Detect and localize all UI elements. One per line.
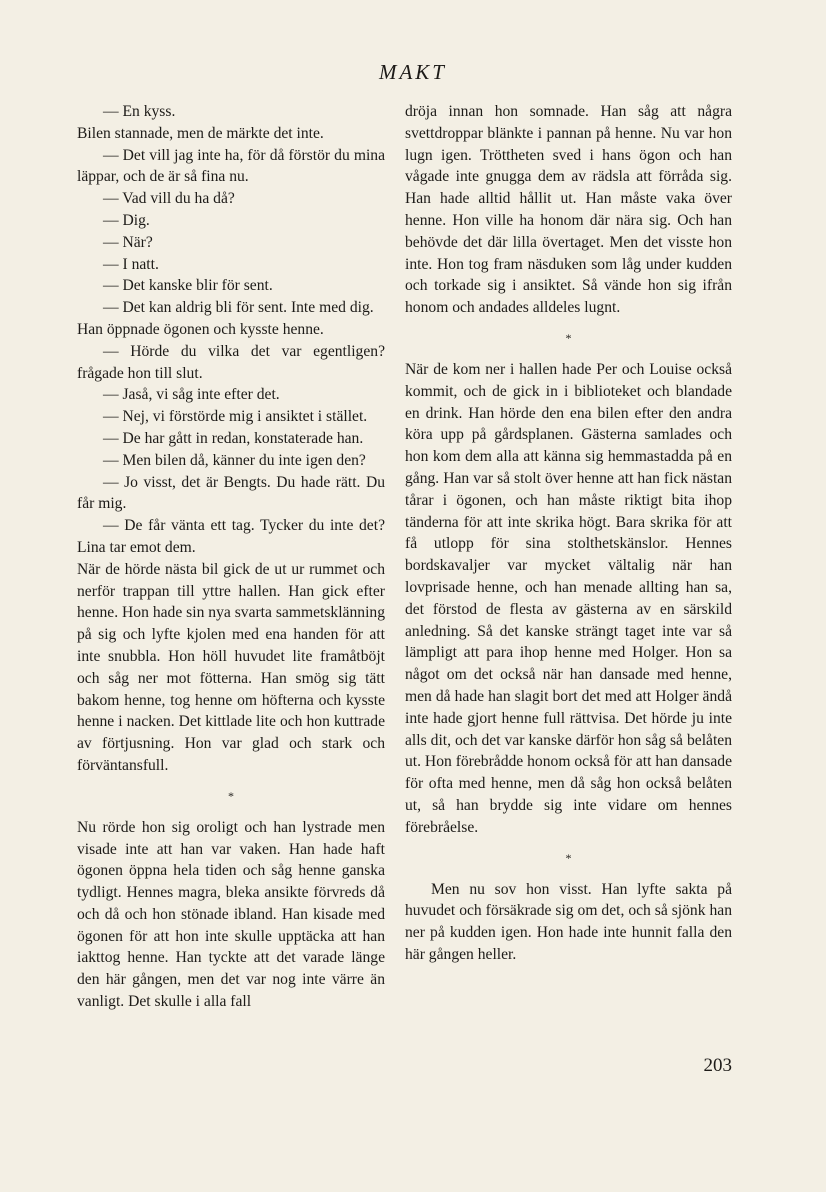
paragraph: — I natt. xyxy=(103,255,159,273)
right-block-3 xyxy=(405,879,732,966)
paragraph: När de hörde nästa bil gick de ut ur rummet och nerför trappan till yttre hallen. Han gick efter henne. Hon hade sin nya svarta sammetsklänning på sig och lyfte kjolen med ena handen för att inte snubbla. Hon höll huvudet lite framåtböjt och såg ner mot fötterna. Han smög sig tätt bakom henne, tog henne om höfterna och kysste henne i nacken. Det kittlade lite och hon kuttrade av förtjusning. Hon var glad och stark och förväntansfull. xyxy=(77,560,385,774)
paragraph: — Det kan aldrig bli för sent. Inte med dig. xyxy=(103,299,374,317)
paragraph: — De får vänta ett tag. Tycker du inte det? Lina tar emot dem. xyxy=(77,517,385,556)
running-head-title: MAKT xyxy=(378,60,447,84)
paragraph: — Men bilen då, känner du inte igen den? xyxy=(103,451,366,469)
section-separator: * xyxy=(228,788,234,803)
left-column xyxy=(77,101,385,1013)
paragraph: — En kyss. xyxy=(103,103,176,120)
paragraph: — Det vill jag inte ha, för då förstör du mina läppar, och de är så fina nu. xyxy=(77,146,385,186)
paragraph: — Jo visst, det är Bengts. Du hade rätt. Du får mig. xyxy=(77,473,385,513)
paragraph: — Nej, vi förstörde mig i ansiktet i stället. xyxy=(103,408,368,426)
paragraph: När de kom ner i hallen hade Per och Louise också kommit, och de gick in i biblioteket och blandade en drink. Han hörde den ena bilen efter den andra köra upp på gårdsplanen. Gästerna samlades och hon kom dem alla att känna sig hemmastadda på en gång. Han var så stolt över henne att han fick nästan tårar i ögonen, och han måste riktigt bita ihop tänderna för att inte skrika högt. Bara skrika för att få utlopp för sina stolthetskänslor. Hennes bordskavaljer var mycket vältalig när han lovprisade henne, och han menade allting han sa, det förstod de flesta av gästerna av en särskild anledning. Så det kanske strängt taget inte var så lämpligt att para ihop henne med Holger. Hon sa något om det också när han dansade med henne, men då hade han slagit bort det med att Holger ändå inte hade gjort henne full rättvisa. Det hörde ju inte alls dit, och det var kanske därför hon såg så belåten ut. Hon förebrådde honom också för att han dansade för ofta med henne, men då såg hon också belåten ut, så han brydde sig inte vidare om hennes förebråelse. xyxy=(405,360,732,836)
section-separator: * xyxy=(565,850,572,865)
paragraph: Nu rörde hon sig oroligt och han lystrade men visade inte att han var vaken. Han hade haft ögonen öppna hela tiden och såg henne ganska tydligt. Hennes magra, bleka ansikte förvreds då och då och hon stönade ibland. Han kisade med ögonen för att hon inte skulle upptäcka att han iakttog henne. Han tyckte att det varade länge den här gången, men det var nog inte värre än vanligt. Det skulle i alla fall xyxy=(77,818,385,1011)
paragraph: — Hörde du vilka det var egentligen? frågade hon till slut. xyxy=(77,342,385,382)
right-block-2 xyxy=(405,359,732,839)
paragraph: — Vad vill du ha då? xyxy=(103,190,235,208)
paragraph: — När? xyxy=(103,233,153,251)
paragraph: Bilen stannade, men de märkte det inte. xyxy=(77,124,324,142)
paragraph: — De har gått in redan, konstaterade han. xyxy=(103,429,364,447)
section-separator: * xyxy=(565,330,572,345)
paragraph: — Jaså, vi såg inte efter det. xyxy=(103,386,280,404)
right-block-1 xyxy=(405,101,732,319)
page-number: 203 xyxy=(703,1055,732,1076)
paragraph: Men nu sov hon visst. Han lyfte sakta på huvudet och försäkrade sig om det, och så sjönk han ner på kudden igen. Hon hade inte hunnit falla den här gången heller. xyxy=(405,880,732,963)
left-block-2 xyxy=(77,817,385,1013)
paragraph: — Det kanske blir för sent. xyxy=(103,277,273,295)
paragraph: Han öppnade ögonen och kysste henne. xyxy=(77,320,324,338)
left-block-1 xyxy=(77,101,385,777)
right-column xyxy=(405,101,732,966)
paragraph: — Dig. xyxy=(103,211,150,229)
paragraph: dröja innan hon somnade. Han såg att några svettdroppar blänkte i pannan på henne. Nu var hon lugn igen. Tröttheten sved i hans ögon och han vågade inte gnugga dem av rädsla att förråda sig. Han hade alltid hållit ut. Han måste vaka över henne. Hon ville ha honom där nära sig. Och han behövde det där lilla övertaget. Men det visste hon inte. Hon tog fram näsduken som låg under kudden och torkade sig i ansiktet. Så vände hon sig ifrån honom och andades alldeles lugnt. xyxy=(405,103,732,317)
